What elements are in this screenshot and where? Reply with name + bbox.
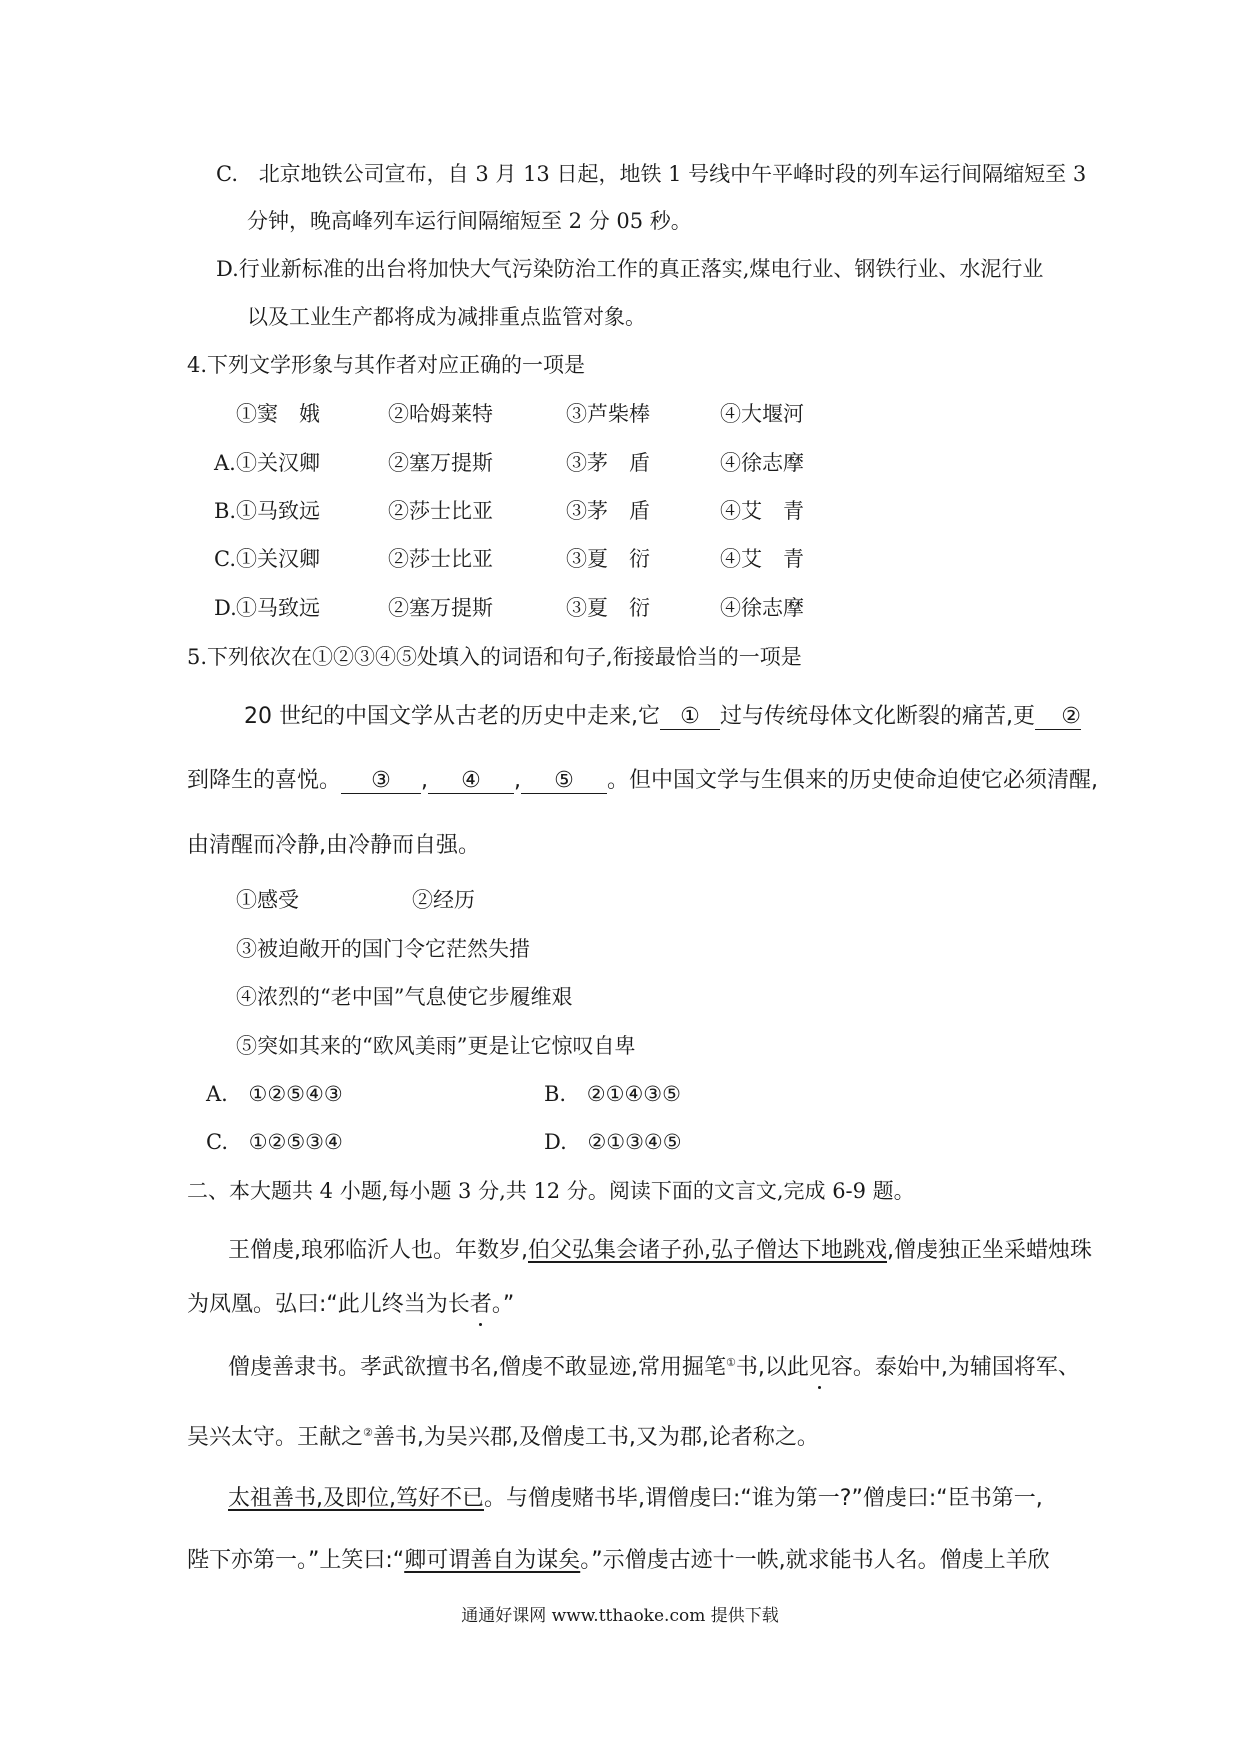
q4-option-cell: ④徐志摩 (720, 596, 804, 620)
q3-option-c-line2: 分钟，晚高峰列车运行间隔缩短至 2 分 05 秒。 (247, 209, 692, 233)
q5-option-value: ①②⑤④③ (248, 1082, 343, 1106)
q4-option-label: D. (214, 596, 237, 620)
q5-option-label: B. (544, 1082, 567, 1106)
q5-option-value: ②①③④⑤ (587, 1130, 682, 1154)
blank-1: ① (660, 705, 720, 730)
q5-option-label: A. (206, 1082, 228, 1106)
q4-figure-3: ③芦柴棒 (566, 402, 650, 426)
q5-sentence-3: ③被迫敞开的国门令它茫然失措 (236, 937, 530, 961)
q5-option-a (206, 1080, 343, 1108)
q3-option-c-label: C. (216, 162, 238, 186)
dotted-char: 见 (808, 1355, 831, 1380)
q5-passage-line1: 20 世纪的中国文学从古老的历史中走来,它 ① 过与传统母体文化断裂的痛苦,更 ② (244, 704, 1081, 729)
q4-option-cell: ①关汉卿 (236, 547, 320, 571)
q4-option-cell: ②莎士比亚 (388, 547, 493, 571)
q4-option-cell: ②塞万提斯 (388, 451, 493, 475)
q4-option-cell: ②塞万提斯 (388, 596, 493, 620)
q5-option-label: D. (544, 1130, 567, 1154)
underlined-sentence: 卿可谓善自为谋矣 (404, 1548, 581, 1573)
q5-passage-line3: 由清醒而冷静,由冷静而自强。 (187, 833, 480, 858)
q5-option-b (544, 1080, 681, 1108)
q3-option-c (216, 160, 1086, 188)
q4-figure-4: ④大堰河 (720, 402, 804, 426)
q5-stem: 5.下列依次在①②③④⑤处填入的词语和句子,衔接最恰当的一项是 (187, 645, 802, 669)
q4-option-cell: ③夏 衍 (566, 547, 650, 571)
q4-stem: 4.下列文学形象与其作者对应正确的一项是 (187, 353, 586, 377)
q4-option-label: A. (214, 451, 236, 475)
part2-heading: 二、本大题共 4 小题,每小题 3 分,共 12 分。阅读下面的文言文,完成 6-9 题。 (187, 1179, 915, 1203)
blank-4: ④ (428, 769, 514, 794)
dotted-char: 者 (469, 1292, 492, 1317)
q3-option-c-line1: 北京地铁公司宣布，自 3 月 13 日起，地铁 1 号线中午平峰时段的列车运行间隔缩短至 3 (258, 162, 1087, 186)
q4-figure-1: ①窦 娥 (236, 402, 320, 426)
q5-word-1: ①感受 (236, 888, 299, 912)
q5-option-value: ②①④③⑤ (586, 1082, 681, 1106)
q4-option-cell: ④徐志摩 (720, 451, 804, 475)
q3-option-d-line1: D.行业新标准的出台将加快大气污染防治工作的真正落实,煤电行业、钢铁行业、水泥行业 (216, 257, 1044, 281)
page-footer: 通通好课网 www.tthaoke.com 提供下载 (461, 1606, 779, 1626)
passage-p3-line2: 陛下亦第一。”上笑曰:“卿可谓善自为谋矣。”示僧虔古迹十一帙,就求能书人名。僧虔上羊欣 (187, 1548, 1050, 1573)
passage-p3-line1: 太祖善书,及即位,笃好不已。与僧虔赌书毕,谓僧虔曰:“谁为第一?”僧虔曰:“臣书第一, (228, 1486, 1043, 1511)
q5-word-2: ②经历 (412, 888, 475, 912)
q5-passage-line2: 到降生的喜悦。 ③ , ④ , ⑤ 。但中国文学与生俱来的历史使命迫使它必须清醒, (187, 768, 1099, 793)
q4-option-cell: ③夏 衍 (566, 596, 650, 620)
footnote-marker: ② (363, 1426, 373, 1439)
blank-5: ⑤ (521, 769, 607, 794)
q5-option-c (206, 1128, 343, 1156)
q5-option-value: ①②⑤③④ (248, 1130, 343, 1154)
footnote-marker: ① (726, 1356, 736, 1369)
passage-p1-line1: 王僧虔,琅邪临沂人也。年数岁,伯父弘集会诸子孙,弘子僧达下地跳戏,僧虔独正坐采蜡烛珠 (228, 1238, 1092, 1263)
q4-figure-2: ②哈姆莱特 (388, 402, 493, 426)
q5-sentence-4: ④浓烈的“老中国”气息使它步履维艰 (236, 985, 573, 1009)
passage-p2-line1: 僧虔善隶书。孝武欲擅书名,僧虔不敢显迹,常用掘笔①书,以此见容。泰始中,为辅国将军、 (228, 1355, 1080, 1380)
underlined-sentence: 伯父弘集会诸子孙,弘子僧达下地跳戏 (528, 1238, 887, 1263)
q5-sentence-5: ⑤突如其来的“欧风美雨”更是让它惊叹自卑 (236, 1034, 636, 1058)
q4-option-cell: ①关汉卿 (236, 451, 320, 475)
q3-option-d-line2: 以及工业生产都将成为减排重点监管对象。 (247, 305, 646, 329)
q4-option-cell: ④艾 青 (720, 547, 804, 571)
underlined-sentence: 太祖善书,及即位,笃好不已 (228, 1486, 484, 1511)
q4-option-cell: ④艾 青 (720, 499, 804, 523)
q4-option-cell: ①马致远 (236, 596, 320, 620)
q4-option-cell: ③茅 盾 (566, 499, 650, 523)
q4-option-cell: ②莎士比亚 (388, 499, 493, 523)
blank-3: ③ (341, 769, 421, 794)
blank-2: ② (1035, 705, 1081, 730)
q4-option-label: B. (214, 499, 237, 523)
q4-option-cell: ③茅 盾 (566, 451, 650, 475)
q4-option-cell: ①马致远 (236, 499, 320, 523)
q4-option-label: C. (214, 547, 236, 571)
passage-p2-line2: 吴兴太守。王献之②善书,为吴兴郡,及僧虔工书,又为郡,论者称之。 (187, 1425, 819, 1450)
q5-option-d (544, 1128, 682, 1156)
passage-p1-line2: 为凤凰。弘曰:“此儿终当为长者。” (187, 1292, 515, 1317)
q5-option-label: C. (206, 1130, 228, 1154)
